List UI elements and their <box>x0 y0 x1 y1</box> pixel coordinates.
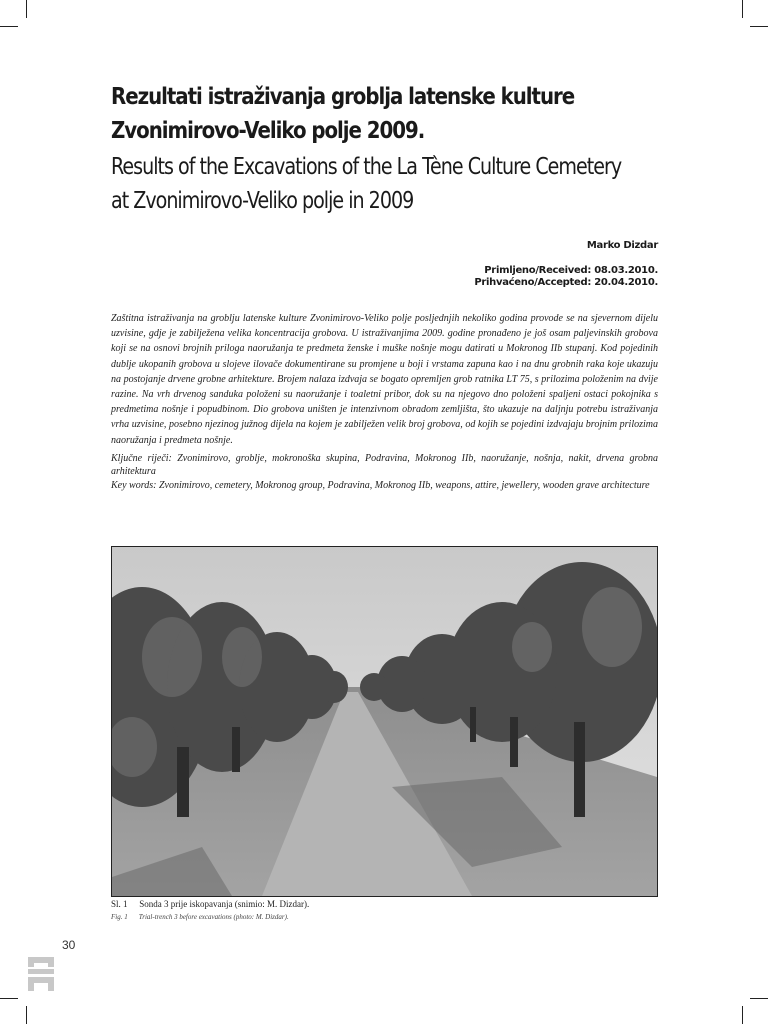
keywords <box>111 452 658 492</box>
crop-mark-bottom-left-h <box>0 998 18 999</box>
page-number: 30 <box>62 938 76 952</box>
article-title-english: Results of the Excavations of the La Tène Culture Cemetery at Zvonimirovo-Veliko polje in 2009 <box>111 154 622 214</box>
figure-label-english: Fig. 1 <box>111 913 128 921</box>
figure-caption-english-text: Trial-trench 3 before excavations (photo: M. Dizdar). <box>138 913 289 921</box>
figure-caption-croatian <box>111 899 309 909</box>
accepted-date: Prihvaćeno/Accepted: 20.04.2010. <box>474 277 658 288</box>
author-name: Marko Dizdar <box>586 240 658 251</box>
submission-dates <box>474 265 658 289</box>
crop-mark-top-right-v <box>742 0 743 18</box>
received-date: Primljeno/Received: 08.03.2010. <box>484 265 658 276</box>
crop-mark-bottom-left-v <box>26 1006 27 1024</box>
crop-mark-bottom-right-v <box>742 1006 743 1024</box>
keywords-english: Key words: Zvonimirovo, cemetery, Mokronog group, Podravina, Mokronog IIb, weapons, attire, jewellery, wooden grave architecture <box>111 479 650 491</box>
journal-logo-icon <box>24 955 58 993</box>
crop-mark-top-left-v <box>26 0 27 18</box>
article-title-croatian: Rezultati istraživanja groblja latenske kulture Zvonimirovo-Veliko polje 2009. <box>111 84 575 144</box>
abstract-text: Zaštitna istraživanja na groblju latenske kulture Zvonimirovo-Veliko polje posljednjih nekoliko godina provode se na sjevernom dijelu uzvisine, gdje je zabilježena velika koncentracija grobova. U istraživanjima 2009. godine pronađeno je još osam paljevinskih grobova koji se na osnovi brojnih priloga naoružanja te predmeta ženske i muške nošnje mogu datirati u Mokronog IIb stupanj. Kod pojedinih dublje ukopanih grobova u slojeve ilovače dokumentirane su promjene u boji i vrstama zapuna kao i na dnu grobnih raka koje ukazuju na postojanje drvene grobne arhitekture. Brojem nalaza izdvaja se bogato opremljen grob ratnika LT 75, s prilozima položenim na dvije razine. Na vrh drvenog sanduka položeni su naoružanje i toaletni pribor, dok su na njegovo dno položeni spaljeni ostaci pokojnika s predmetima nošnje i popudbinom. Dio grobova uništen je intenzivnom obradom zemljišta, što ukazuje na daljnju potrebu istraživanja vrha uzvisine, posebno njezinog južnog dijela na kojem je zabilježen velik broj grobova, od kojih se pojedini izdvajaju brojnim prilozima naoružanja i predmeta nošnje. <box>111 313 658 446</box>
keywords-croatian: Ključne riječi: Zvonimirovo, groblje, mokronoška skupina, Podravina, Mokronog IIb, naoružanje, nošnja, nakit, drvena grobna arhitektura <box>111 453 658 478</box>
orchard-photo <box>111 546 658 897</box>
figure-caption-english <box>111 913 289 921</box>
crop-mark-top-left-h <box>0 26 18 27</box>
crop-mark-top-right-h <box>750 26 768 27</box>
figure-label-croatian: Sl. 1 <box>111 899 128 909</box>
crop-mark-bottom-right-h <box>750 998 768 999</box>
abstract <box>111 311 658 448</box>
figure-caption-croatian-text: Sonda 3 prije iskopavanja (snimio: M. Dizdar). <box>139 899 310 909</box>
